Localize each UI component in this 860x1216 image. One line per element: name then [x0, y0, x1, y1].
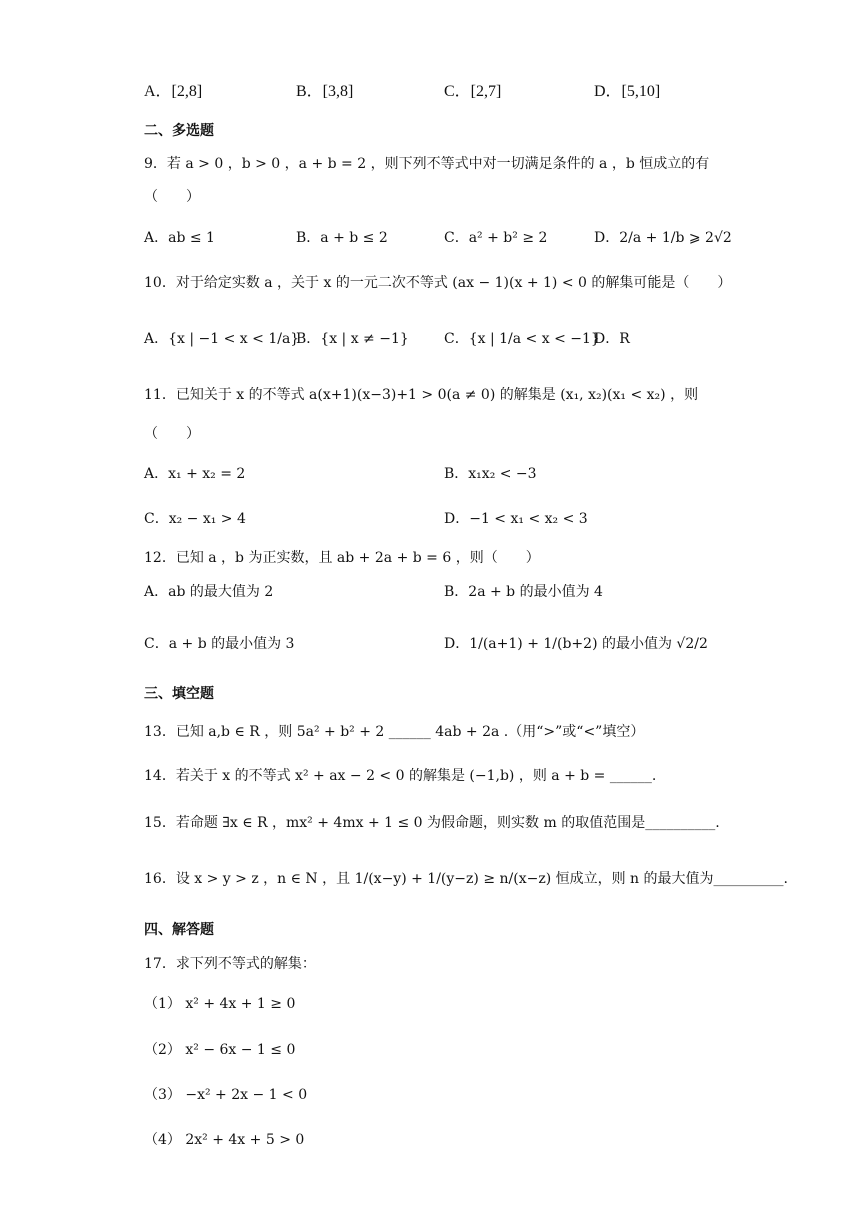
q8-option-c: C．[2,7] — [444, 83, 502, 100]
q11-stem: 11．已知关于 x 的不等式 a(x+1)(x−3)+1 > 0(a ≠ 0) 的解集是 (x₁, x₂)(x₁ < x₂) ，则 — [144, 387, 699, 403]
q11-option-a: A．x₁ + x₂ = 2 — [144, 466, 246, 482]
q11-answer-paren: （ ） — [144, 426, 200, 442]
section-heading-multiple-choice: 二、多选题 — [144, 123, 214, 139]
q10-stem: 10．对于给定实数 a ，关于 x 的一元二次不等式 (ax − 1)(x + 1) < 0 的解集可能是（ ） — [144, 275, 732, 291]
q15-text: 15．若命题 ∃x ∈ R ，mx² + 4mx + 1 ≤ 0 为假命题，则实数 m 的取值范围是__________. — [144, 815, 720, 831]
q12-stem: 12．已知 a ，b 为正实数，且 ab + 2a + b = 6 ，则（ ） — [144, 550, 540, 566]
q14-text: 14．若关于 x 的不等式 x² + ax − 2 < 0 的解集是 (−1,b) ，则 a + b = ______. — [144, 768, 657, 784]
q11-option-c: C．x₂ − x₁ > 4 — [144, 511, 246, 527]
q9-option-a: A．ab ≤ 1 — [144, 230, 215, 246]
q9-answer-paren: （ ） — [144, 189, 200, 205]
q8-option-a: A．[2,8] — [144, 83, 203, 100]
q11-option-b: B．x₁x₂ < −3 — [444, 466, 537, 482]
q12-option-b: B．2a + b 的最小值为 4 — [444, 584, 603, 600]
q10-option-b: B．{x | x ≠ −1} — [296, 331, 409, 347]
q17-part-1: （1） x² + 4x + 1 ≥ 0 — [144, 996, 296, 1012]
q8-option-d: D．[5,10] — [594, 83, 661, 100]
q11-option-d: D．−1 < x₁ < x₂ < 3 — [444, 511, 588, 527]
q10-option-c: C．{x | 1/a < x < −1} — [444, 331, 600, 347]
q8-option-b: B．[3,8] — [296, 83, 354, 100]
q13-text: 13．已知 a,b ∈ R ，则 5a² + b² + 2 ______ 4ab + 2a .（用“>”或“<”填空） — [144, 724, 645, 740]
q10-option-a: A．{x | −1 < x < 1/a} — [144, 331, 300, 347]
section-heading-fill-in: 三、填空题 — [144, 686, 214, 702]
q9-stem: 9．若 a > 0 ，b > 0 ，a + b = 2 ，则下列不等式中对一切满足条件的 a ，b 恒成立的有 — [144, 156, 710, 172]
q9-option-b: B．a + b ≤ 2 — [296, 230, 388, 246]
q12-option-a: A．ab 的最大值为 2 — [144, 584, 274, 600]
q9-option-c: C．a² + b² ≥ 2 — [444, 230, 548, 246]
q12-option-c: C．a + b 的最小值为 3 — [144, 636, 295, 652]
q17-part-4: （4） 2x² + 4x + 5 > 0 — [144, 1132, 305, 1148]
q10-option-d: D．R — [594, 331, 630, 347]
q9-option-d: D．2/a + 1/b ⩾ 2√2 — [594, 230, 732, 246]
q17-part-3: （3） −x² + 2x − 1 < 0 — [144, 1087, 308, 1103]
section-heading-answer: 四、解答题 — [144, 922, 214, 938]
q17-stem: 17．求下列不等式的解集： — [144, 956, 316, 972]
q12-option-d: D．1/(a+1) + 1/(b+2) 的最小值为 √2/2 — [444, 636, 708, 652]
q16-text: 16．设 x > y > z ，n ∈ N ，且 1/(x−y) + 1/(y−z) ≥ n/(x−z) 恒成立，则 n 的最大值为__________. — [144, 871, 788, 887]
q17-part-2: （2） x² − 6x − 1 ≤ 0 — [144, 1042, 296, 1058]
